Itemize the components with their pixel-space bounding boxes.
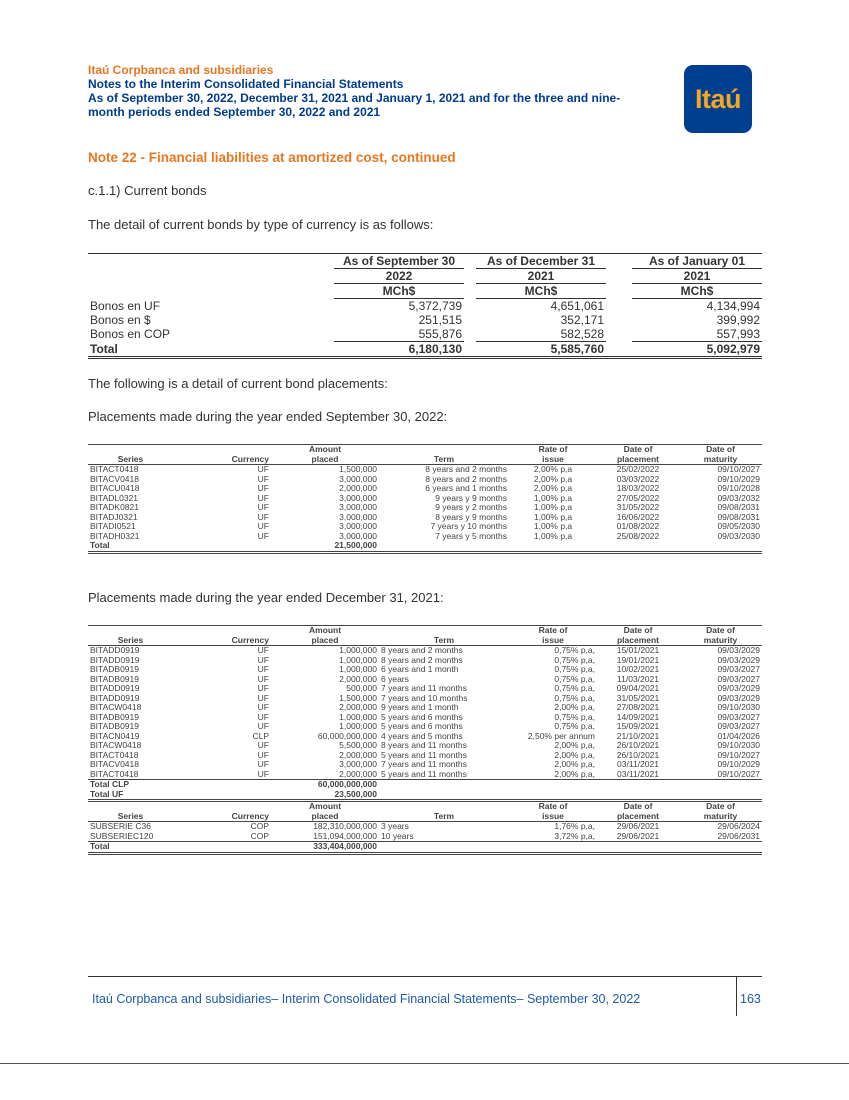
col-header-amount: placed <box>271 455 379 465</box>
cell-date-maturity: 09/03/2027 <box>717 673 760 684</box>
cell-currency: UF <box>257 759 269 769</box>
cell-rate: 0,75% p,a, <box>554 673 595 684</box>
cell-date-maturity: 09/10/2027 <box>717 749 760 760</box>
cell-term: 8 years and 2 months <box>425 473 507 484</box>
cell-rate: 3,72% p,a, <box>554 830 595 841</box>
col-header-year: 2022 <box>334 269 464 284</box>
col-header-date-placement: Date of <box>623 801 653 811</box>
col-header-year: 2021 <box>632 269 762 284</box>
cell-amount: 3,000,000 <box>339 530 377 541</box>
cell-amount: 3,000,000 <box>339 473 377 484</box>
cell-date-placement: 03/03/2022 <box>616 473 660 484</box>
cell-rate: 0,75% p,a, <box>554 721 595 731</box>
cell-amount: 2,000,000 <box>339 483 377 493</box>
cell-date-placement: 14/09/2021 <box>616 711 660 722</box>
placements-2022-title: Placements made during the year ended September 30, 2022: <box>88 409 448 424</box>
cell-date-placement: 18/03/2022 <box>616 483 660 493</box>
cell-term: 5 years and 11 months <box>381 768 467 779</box>
cell-series: BITACT0418 <box>90 749 139 760</box>
cell-amount: 1,000,000 <box>339 664 377 674</box>
col-header-series: Series <box>88 636 173 646</box>
cell-amount: 2,000,000 <box>339 749 377 760</box>
cell-series: BITADB0919 <box>90 711 139 722</box>
cell-series: BITADH0321 <box>90 530 140 541</box>
table-row <box>88 484 762 494</box>
cell-value: 5,372,739 <box>408 299 462 313</box>
cell-date-maturity: 09/10/2029 <box>717 473 760 484</box>
cell-currency: UF <box>257 645 269 655</box>
cell-term: 6 years and 1 month <box>381 664 459 674</box>
col-header-asof: As of December 31 <box>476 254 606 269</box>
cell-date-placement: 03/11/2021 <box>617 759 659 769</box>
cell-series: SUBSERIE C36 <box>90 821 151 831</box>
page-number: 163 <box>740 992 761 1006</box>
col-header-date-maturity: maturity <box>679 455 762 465</box>
cell-rate: 1,00% p,a <box>533 530 573 541</box>
cell-term: 10 years <box>381 830 414 841</box>
cell-date-maturity: 09/08/2031 <box>717 502 760 512</box>
cell-amount: 1,000,000 <box>339 711 377 722</box>
cell-series: BITADJ0321 <box>90 511 138 522</box>
report-period-line2: month periods ended September 30, 2022 and 2021 <box>88 105 381 119</box>
table-row <box>88 822 762 832</box>
cell-term: 8 years y 9 months <box>435 511 507 522</box>
cell-value: 5,092,979 <box>706 342 760 356</box>
cell-term: 6 years <box>381 673 409 684</box>
cell-term: 6 years and 1 months <box>425 483 507 493</box>
cell-currency: UF <box>257 673 269 684</box>
col-header-date-placement: Date of <box>623 625 653 635</box>
cell-date-placement: 26/10/2021 <box>616 740 660 750</box>
cell-currency: UF <box>257 664 269 674</box>
cell-rate: 2,50% per annum <box>527 730 595 741</box>
cell-date-placement: 15/09/2021 <box>616 721 660 731</box>
cell-currency: UF <box>257 521 269 531</box>
cell-value: 4,651,061 <box>550 299 604 313</box>
row-label: Bonos en $ <box>90 313 151 327</box>
cell-date-maturity: 09/03/2029 <box>717 683 760 693</box>
cell-date-placement: 29/06/2021 <box>616 830 660 841</box>
cell-amount: 60,000,000,000 <box>317 730 377 741</box>
cell-date-maturity: 09/03/2027 <box>717 664 760 674</box>
cell-term: 8 years and 2 months <box>425 464 507 474</box>
cell-term: 7 years y 5 months <box>435 530 507 541</box>
col-header-unit: MCh$ <box>334 284 464 299</box>
row-label: Bonos en COP <box>90 327 171 342</box>
table-row <box>88 532 762 542</box>
cell-rate: 0,75% p,a, <box>554 692 595 703</box>
cell-value: 60,000,000,000 <box>317 779 377 789</box>
row-label: Total UF <box>90 788 124 799</box>
cell-amount: 3,000,000 <box>339 492 377 503</box>
logo-text: Itaú <box>694 83 741 114</box>
cell-currency: UF <box>257 502 269 512</box>
col-header-currency: Currency <box>173 812 271 822</box>
col-header-series: Series <box>88 812 173 822</box>
col-header-term: Term <box>379 636 509 646</box>
footer-page-divider <box>736 976 737 1016</box>
table-row <box>88 465 762 475</box>
col-header-date-maturity: Date of <box>706 625 735 635</box>
cell-currency: UF <box>257 702 269 712</box>
cell-value: 333,404,000,000 <box>313 841 377 851</box>
col-header-rate: issue <box>509 812 597 822</box>
col-header-asof: As of September 30 <box>334 254 464 269</box>
cell-value: 557,993 <box>632 327 762 342</box>
cell-date-maturity: 09/08/2031 <box>717 511 760 522</box>
cell-rate: 1,76% p,a, <box>554 821 595 831</box>
cell-date-placement: 01/08/2022 <box>616 521 660 531</box>
cell-amount: 3,000,000 <box>339 511 377 522</box>
cell-term: 7 years and 11 months <box>381 683 467 693</box>
cell-date-placement: 11/03/2021 <box>617 673 659 684</box>
cell-currency: UF <box>257 683 269 693</box>
cell-rate: 2,00% p,a, <box>554 702 595 712</box>
cell-currency: UF <box>257 749 269 760</box>
cell-term: 7 years and 11 months <box>381 759 467 769</box>
col-header-amount: Amount <box>308 801 342 811</box>
intro-text: The detail of current bonds by type of currency is as follows: <box>88 217 434 232</box>
cell-currency: COP <box>250 821 269 831</box>
cell-series: BITADB0919 <box>90 673 139 684</box>
cell-amount: 2,000,000 <box>339 673 377 684</box>
cell-amount: 2,000,000 <box>339 702 377 712</box>
col-header-date-maturity: Date of <box>706 801 735 811</box>
cell-rate: 2,00% p,a, <box>554 749 595 760</box>
footer-divider <box>88 976 762 977</box>
col-header-date-placement: placement <box>597 812 679 822</box>
col-header-amount: Amount <box>308 625 342 635</box>
page-bottom-rule <box>0 1063 849 1064</box>
cell-rate: 2,00% p,a <box>533 483 573 493</box>
cell-date-placement: 16/06/2022 <box>616 511 660 522</box>
cell-amount: 3,000,000 <box>339 502 377 512</box>
cell-rate: 2,00% p,a, <box>554 740 595 750</box>
row-label: Total CLP <box>90 779 130 789</box>
cell-series: BITADD0919 <box>90 645 140 655</box>
cell-term: 8 years and 2 months <box>381 645 463 655</box>
cell-series: BITADB0919 <box>90 664 139 674</box>
cell-amount: 151,094,000,000 <box>313 830 377 841</box>
total-row <box>88 780 762 790</box>
cell-date-maturity: 09/10/2027 <box>717 768 760 779</box>
cell-date-placement: 27/08/2021 <box>616 702 660 712</box>
col-header-amount: placed <box>271 812 379 822</box>
cell-currency: UF <box>257 721 269 731</box>
total-row <box>88 541 762 552</box>
company-name: Itaú Corpbanca and subsidiaries <box>88 63 274 77</box>
cell-date-placement: 31/05/2021 <box>616 692 660 703</box>
footer-text: Itaú Corpbanca and subsidiaries– Interim Consolidated Financial Statements– September 30, 2022 <box>92 992 641 1006</box>
cell-date-maturity: 09/03/2032 <box>717 492 760 503</box>
cell-date-placement: 10/02/2021 <box>616 664 660 674</box>
cell-rate: 2,00% p,a, <box>554 759 595 769</box>
cell-currency: UF <box>257 768 269 779</box>
col-header-rate: Rate of <box>538 625 568 635</box>
cell-value: 352,171 <box>560 313 604 327</box>
cell-rate: 0,75% p,a, <box>554 664 595 674</box>
cell-date-maturity: 09/03/2030 <box>717 530 760 541</box>
cell-series: SUBSERIEC120 <box>90 830 154 841</box>
report-title: Notes to the Interim Consolidated Financial Statements <box>88 77 404 91</box>
cell-value: 21,500,000 <box>271 541 379 552</box>
cell-date-maturity: 09/03/2029 <box>717 645 760 655</box>
cell-amount: 2,000,000 <box>339 768 377 779</box>
col-header-date-maturity: maturity <box>679 812 762 822</box>
cell-value: 23,500,000 <box>271 790 379 801</box>
cell-rate: 1,00% p,a <box>533 511 573 522</box>
cell-value: 4,134,994 <box>706 299 760 313</box>
table-row <box>88 832 762 842</box>
col-header-date-placement: placement <box>597 455 679 465</box>
col-header-asof: As of January 01 <box>632 254 762 269</box>
cell-term: 4 years and 5 months <box>381 730 463 741</box>
cell-currency: UF <box>257 483 269 493</box>
col-header-date-placement: Date of <box>623 444 653 454</box>
placements-intro: The following is a detail of current bond placements: <box>88 376 388 391</box>
cell-date-placement: 03/11/2021 <box>617 768 659 779</box>
cell-term: 5 years and 11 months <box>381 749 467 760</box>
cell-amount: 5,500,000 <box>339 740 377 750</box>
col-header-amount: placed <box>271 636 379 646</box>
placements-2021-table <box>88 625 762 855</box>
total-row <box>88 842 762 854</box>
section-heading: c.1.1) Current bonds <box>88 183 207 198</box>
cell-term: 7 years and 10 months <box>381 692 468 703</box>
cell-currency: UF <box>257 511 269 522</box>
col-header-rate: Rate of <box>538 444 568 454</box>
cell-currency: UF <box>257 711 269 722</box>
note-title: Note 22 - Financial liabilities at amortized cost, continued <box>88 150 456 165</box>
col-header-date-maturity: maturity <box>679 636 762 646</box>
cell-rate: 0,75% p,a, <box>554 711 595 722</box>
row-label: Total <box>90 341 118 356</box>
cell-currency: UF <box>257 492 269 503</box>
cell-series: BITADK0821 <box>90 502 139 512</box>
cell-date-placement: 27/05/2022 <box>616 492 660 503</box>
col-header-currency: Currency <box>173 455 271 465</box>
document-header <box>88 63 620 119</box>
cell-date-maturity: 09/10/2030 <box>717 740 760 750</box>
cell-value: 6,180,130 <box>408 342 462 356</box>
row-label: Total <box>90 540 110 550</box>
cell-date-maturity: 09/10/2030 <box>717 702 760 712</box>
cell-amount: 1,500,000 <box>339 692 377 703</box>
cell-amount: 3,000,000 <box>339 759 377 769</box>
table-row <box>88 494 762 504</box>
cell-series: BITACN0419 <box>90 730 140 741</box>
cell-series: BITACU0418 <box>90 483 140 493</box>
cell-currency: CLP <box>252 730 269 741</box>
cell-currency: UF <box>257 654 269 665</box>
cell-series: BITADD0919 <box>90 654 140 665</box>
cell-date-maturity: 09/03/2027 <box>717 721 760 731</box>
cell-value: 582,528 <box>476 327 606 342</box>
cell-term: 3 years <box>381 821 409 831</box>
cell-rate: 1,00% p,a <box>533 502 573 512</box>
col-header-term: Term <box>379 455 509 465</box>
table-row <box>88 313 762 327</box>
cell-date-maturity: 09/03/2027 <box>717 711 760 722</box>
cell-series: BITACT0418 <box>90 464 139 474</box>
cell-rate: 1,00% p,a <box>533 492 573 503</box>
cell-date-placement: 09/04/2021 <box>616 683 660 693</box>
cell-rate: 1,00% p,a <box>533 521 573 531</box>
cell-currency: UF <box>257 692 269 703</box>
cell-date-placement: 19/01/2021 <box>616 654 660 665</box>
cell-value: 5,585,760 <box>550 342 604 356</box>
report-period-line1: As of September 30, 2022, December 31, 2021 and January 1, 2021 and for the three and nine- <box>88 91 621 105</box>
cell-currency: UF <box>257 464 269 474</box>
cell-date-maturity: 09/10/2029 <box>717 759 760 769</box>
cell-series: BITACT0418 <box>90 768 139 779</box>
cell-date-placement: 29/06/2021 <box>616 821 660 831</box>
cell-series: BITADD0919 <box>90 683 140 693</box>
col-header-date-maturity: Date of <box>706 444 735 454</box>
cell-term: 5 years and 6 months <box>381 721 463 731</box>
cell-currency: UF <box>257 530 269 541</box>
cell-date-placement: 21/10/2021 <box>616 730 660 741</box>
cell-value: 555,876 <box>334 327 464 342</box>
cell-rate: 0,75% p,a, <box>554 654 595 665</box>
cell-series: BITADD0919 <box>90 692 140 703</box>
cell-series: BITADI0521 <box>90 521 136 531</box>
cell-rate: 0,75% p,a, <box>554 645 595 655</box>
cell-rate: 0,75% p,a, <box>554 683 595 693</box>
col-header-rate: issue <box>509 455 597 465</box>
cell-date-placement: 26/10/2021 <box>616 749 660 760</box>
cell-value: 251,515 <box>418 313 462 327</box>
table-row <box>88 646 762 656</box>
cell-date-maturity: 29/06/2031 <box>717 830 760 841</box>
cell-term: 8 years and 11 months <box>381 740 467 750</box>
cell-date-placement: 25/08/2022 <box>616 530 660 541</box>
cell-amount: 500,000 <box>346 683 377 693</box>
cell-amount: 3,000,000 <box>339 521 377 531</box>
table-row <box>88 513 762 523</box>
col-header-amount: Amount <box>308 444 342 454</box>
cell-series: BITACW0418 <box>90 702 142 712</box>
cell-date-maturity: 09/03/2029 <box>717 692 760 703</box>
cell-amount: 1,500,000 <box>339 464 377 474</box>
col-header-term: Term <box>379 812 509 822</box>
cell-date-maturity: 09/10/2027 <box>717 464 760 474</box>
table-row <box>88 770 762 780</box>
col-header-year: 2021 <box>476 269 606 284</box>
cell-rate: 2,00% p,a <box>533 473 573 484</box>
total-row <box>88 790 762 801</box>
cell-amount: 1,000,000 <box>339 654 377 665</box>
cell-rate: 2,00% p,a <box>533 464 573 474</box>
cell-series: BITACW0418 <box>90 740 142 750</box>
cell-date-maturity: 09/10/2028 <box>717 483 760 493</box>
cell-series: BITACV0418 <box>90 759 139 769</box>
cell-series: BITACV0418 <box>90 473 139 484</box>
cell-rate: 2,00% p,a, <box>554 768 595 779</box>
cell-date-placement: 25/02/2022 <box>616 464 660 474</box>
table-row <box>88 522 762 532</box>
cell-date-placement: 31/05/2022 <box>616 502 660 512</box>
col-header-unit: MCh$ <box>632 284 762 299</box>
cell-currency: UF <box>257 473 269 484</box>
cell-term: 9 years y 9 months <box>435 492 507 503</box>
cell-currency: COP <box>250 830 269 841</box>
col-header-unit: MCh$ <box>476 284 606 299</box>
col-header-rate: issue <box>509 636 597 646</box>
cell-date-maturity: 09/05/2030 <box>717 521 760 531</box>
cell-series: BITADL0321 <box>90 492 139 503</box>
cell-amount: 1,000,000 <box>339 721 377 731</box>
table-row <box>88 327 762 342</box>
col-header-series: Series <box>88 455 173 465</box>
cell-term: 5 years and 6 months <box>381 711 463 722</box>
table-row <box>88 299 762 314</box>
cell-series: BITADB0919 <box>90 721 139 731</box>
itau-logo <box>684 65 752 133</box>
col-header-currency: Currency <box>173 636 271 646</box>
cell-term: 9 years y 2 months <box>435 502 507 512</box>
placements-2022-table <box>88 444 762 554</box>
cell-value: 399,992 <box>716 313 760 327</box>
col-header-date-placement: placement <box>597 636 679 646</box>
cell-term: 7 years y 10 months <box>430 521 507 531</box>
total-row <box>88 342 762 358</box>
placements-2021-title: Placements made during the year ended December 31, 2021: <box>88 590 444 605</box>
bonds-by-currency-table <box>88 253 762 359</box>
cell-date-maturity: 09/03/2029 <box>717 654 760 665</box>
table-row <box>88 665 762 675</box>
row-label: Bonos en UF <box>90 298 161 313</box>
cell-amount: 182,310,000,000 <box>313 821 377 831</box>
cell-date-maturity: 01/04/2026 <box>717 730 760 741</box>
cell-term: 8 years and 2 months <box>381 654 463 665</box>
col-header-rate: Rate of <box>538 801 568 811</box>
cell-date-placement: 15/01/2021 <box>616 645 660 655</box>
table-row <box>88 503 762 513</box>
row-label: Total <box>90 841 110 851</box>
cell-amount: 1,000,000 <box>339 645 377 655</box>
cell-currency: UF <box>257 740 269 750</box>
cell-date-maturity: 29/06/2024 <box>717 821 760 831</box>
cell-term: 9 years and 1 month <box>381 702 459 712</box>
